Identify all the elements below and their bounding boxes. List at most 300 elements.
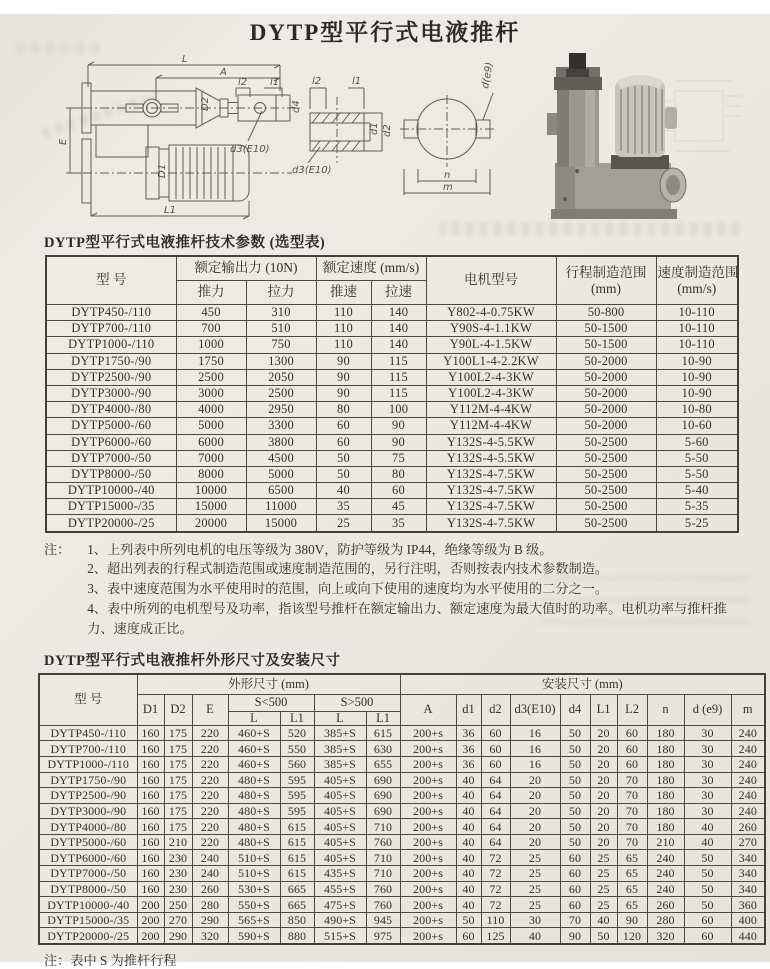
table-row xyxy=(46,385,738,401)
table-cell: 30 xyxy=(684,772,731,788)
table-cell: 340 xyxy=(731,881,765,897)
table-cell: 60 xyxy=(371,483,426,499)
table-cell: 510+S xyxy=(228,850,280,866)
table-cell: DYTP700-/110 xyxy=(39,741,137,757)
table-cell: 20 xyxy=(590,803,617,819)
table-cell: Y802-4-0.75KW xyxy=(426,305,556,321)
table-cell: 30 xyxy=(684,741,731,757)
table-cell: 175 xyxy=(164,772,192,788)
table-cell: 140 xyxy=(371,321,426,337)
table-cell: 710 xyxy=(366,850,400,866)
table-cell: 50 xyxy=(684,866,731,882)
table-cell: 200+s xyxy=(400,897,456,913)
table-cell: 160 xyxy=(137,756,164,772)
table-cell: 2500 xyxy=(246,385,316,401)
table-cell: DYTP8000-/50 xyxy=(46,466,176,482)
table-cell: 750 xyxy=(246,337,316,353)
table-cell: 160 xyxy=(137,788,164,804)
table-cell: 5000 xyxy=(176,418,246,434)
table-cell: 20 xyxy=(510,819,560,835)
table-cell: 10-80 xyxy=(656,402,738,418)
col-header-speed-range xyxy=(656,256,738,305)
section-dim-d2: d2 xyxy=(382,124,393,137)
table-row xyxy=(39,912,765,928)
table-cell: DYTP1000-/110 xyxy=(39,756,137,772)
table-cell: 65 xyxy=(617,881,647,897)
table-cell: 405+S xyxy=(314,803,366,819)
table-cell: 40 xyxy=(456,834,481,850)
table-cell: 240 xyxy=(647,881,684,897)
table-cell: 240 xyxy=(731,741,765,757)
table-cell: 310 xyxy=(246,305,316,321)
table-cell: 70 xyxy=(617,819,647,835)
table-row xyxy=(46,321,738,337)
table-cell: 615 xyxy=(280,819,314,835)
table-cell: 50-2000 xyxy=(556,385,656,401)
table-cell: 7000 xyxy=(176,450,246,466)
dim-header-L1: L1 xyxy=(590,694,617,725)
table-cell: 40 xyxy=(510,928,560,944)
table-cell: 290 xyxy=(192,912,228,928)
table-cell: 320 xyxy=(192,928,228,944)
table-cell: 240 xyxy=(731,803,765,819)
table-cell: 210 xyxy=(647,834,684,850)
table-footnote: 注：表中 S 为推杆行程 xyxy=(44,953,177,969)
table-cell: 690 xyxy=(366,772,400,788)
table-row xyxy=(46,418,738,434)
table-cell: 240 xyxy=(731,788,765,804)
table-cell: 5-60 xyxy=(656,434,738,450)
table-cell: 3000 xyxy=(176,385,246,401)
table-cell: 160 xyxy=(137,866,164,882)
table-cell: 880 xyxy=(280,928,314,944)
table-cell: DYTP3000-/90 xyxy=(46,385,176,401)
table-cell: 90 xyxy=(371,434,426,450)
table-cell: 90 xyxy=(316,385,371,401)
table-cell: 70 xyxy=(617,788,647,804)
table-cell: DYTP450-/110 xyxy=(39,725,137,741)
table-cell: DYTP2500-/90 xyxy=(39,788,137,804)
table-cell: 60 xyxy=(316,418,371,434)
table-cell: 455+S xyxy=(314,881,366,897)
col-header-push-speed: 推速 xyxy=(316,281,371,305)
table-cell: 1750 xyxy=(176,353,246,369)
table-cell: 90 xyxy=(316,353,371,369)
table-cell: DYTP15000-/35 xyxy=(39,912,137,928)
table-cell: 220 xyxy=(192,788,228,804)
table-cell: 760 xyxy=(366,897,400,913)
table-cell: 180 xyxy=(647,803,684,819)
table-cell: 280 xyxy=(192,897,228,913)
table-cell: DYTP700-/110 xyxy=(46,321,176,337)
table-cell: 50-2000 xyxy=(556,353,656,369)
page-title: DYTP型平行式电液推杆 xyxy=(249,20,521,45)
table-cell: 25 xyxy=(510,850,560,866)
table-cell: 50 xyxy=(560,725,590,741)
table-cell: 16 xyxy=(510,725,560,741)
table-cell: 475+S xyxy=(314,897,366,913)
table-cell: 550+S xyxy=(228,897,280,913)
table-cell: 50 xyxy=(316,466,371,482)
table-cell: 240 xyxy=(731,725,765,741)
table-cell: 760 xyxy=(366,834,400,850)
table-cell: 50 xyxy=(456,912,481,928)
table-cell: 690 xyxy=(366,803,400,819)
table-cell: 30 xyxy=(684,725,731,741)
table-cell: 5-35 xyxy=(656,499,738,515)
table-cell: 200+s xyxy=(400,756,456,772)
table-cell: 120 xyxy=(617,928,647,944)
table-cell: 60 xyxy=(560,850,590,866)
dim-header-install-group: 安装尺寸 (mm) xyxy=(400,674,765,695)
table-cell: 115 xyxy=(371,353,426,369)
table-cell: 72 xyxy=(481,881,510,897)
table-cell: 140 xyxy=(371,305,426,321)
table-cell: 40 xyxy=(456,772,481,788)
note-item-2: 2、超出列表的行程式制造范围或速度制造范围的，另行注明，否则按表内技术参数制造。 xyxy=(87,561,609,577)
dim-header-L2: L2 xyxy=(617,694,647,725)
table-row xyxy=(39,897,765,913)
table-cell: 60 xyxy=(617,741,647,757)
table-cell: 530+S xyxy=(228,881,280,897)
table-cell: 200+s xyxy=(400,788,456,804)
table-cell: 405+S xyxy=(314,788,366,804)
table-cell: 200+s xyxy=(400,834,456,850)
table-cell: 25 xyxy=(510,881,560,897)
table-cell: 60 xyxy=(316,434,371,450)
table-cell: 50 xyxy=(684,897,731,913)
table-cell: 20 xyxy=(590,741,617,757)
table-cell: 65 xyxy=(617,897,647,913)
table-cell: 230 xyxy=(164,850,192,866)
table-cell: 60 xyxy=(481,756,510,772)
table-cell: DYTP450-/110 xyxy=(46,305,176,321)
dim-label-D2: D2 xyxy=(200,96,211,111)
table-cell: 80 xyxy=(371,466,426,482)
table-cell: Y132S-4-7.5KW xyxy=(426,499,556,515)
table-cell: 3800 xyxy=(246,434,316,450)
dim-header-d1: d1 xyxy=(456,694,481,725)
table-cell: 260 xyxy=(647,897,684,913)
table-cell: 710 xyxy=(366,866,400,882)
table-cell: 240 xyxy=(731,756,765,772)
table-cell: 50-2000 xyxy=(556,369,656,385)
table-cell: 45 xyxy=(371,499,426,515)
table-cell: 90 xyxy=(617,912,647,928)
table-cell: 40 xyxy=(590,912,617,928)
table-cell: 70 xyxy=(617,803,647,819)
table-row xyxy=(46,337,738,353)
col-header-model: 型 号 xyxy=(46,256,176,305)
table-cell: 175 xyxy=(164,725,192,741)
section-dim-d3: d3(E10) xyxy=(292,165,332,176)
table-cell: Y100L2-4-3KW xyxy=(426,385,556,401)
table-cell: 220 xyxy=(192,834,228,850)
table-row xyxy=(39,756,765,772)
col-header-rated-force: 额定输出力 (10N) xyxy=(176,256,316,281)
table-cell: 50-2000 xyxy=(556,418,656,434)
stroke-range-line1: 行程制造范围 xyxy=(565,264,647,280)
dim-header-E: E xyxy=(192,694,228,725)
note-item-1: 1、上列表中所列电机的电压等级为 380V，防护等级为 IP44，绝缘等级为 B 级。 xyxy=(87,541,553,557)
table-cell: 20 xyxy=(510,834,560,850)
table-cell: 220 xyxy=(192,819,228,835)
spec-table-body xyxy=(46,305,738,532)
figure-row xyxy=(52,51,750,225)
table-cell: 60 xyxy=(617,756,647,772)
table-cell: 65 xyxy=(617,850,647,866)
table-cell: 10-110 xyxy=(656,337,738,353)
table-cell: 50-800 xyxy=(556,305,656,321)
section-dim-d1: d1 xyxy=(369,122,380,135)
table-cell: 630 xyxy=(366,741,400,757)
table-cell: 70 xyxy=(617,834,647,850)
table-cell: 240 xyxy=(647,866,684,882)
table-cell: DYTP1000-/110 xyxy=(46,337,176,353)
table-cell: DYTP1750-/90 xyxy=(46,353,176,369)
table-cell: 480+S xyxy=(228,834,280,850)
table-cell: 175 xyxy=(164,788,192,804)
table-cell: 230 xyxy=(164,866,192,882)
dim-header-d-e9: d (e9) xyxy=(684,694,731,725)
table-cell: 4000 xyxy=(176,402,246,418)
dim-label-L1: L1 xyxy=(164,205,176,216)
table-cell: 200+s xyxy=(400,912,456,928)
table-cell: DYTP1750-/90 xyxy=(39,772,137,788)
table-cell: 20 xyxy=(590,725,617,741)
table-cell: 700 xyxy=(176,321,246,337)
table-cell: 10-60 xyxy=(656,418,738,434)
table-row xyxy=(46,499,738,515)
table-cell: 60 xyxy=(456,928,481,944)
table-cell: 595 xyxy=(280,788,314,804)
table-cell: 64 xyxy=(481,772,510,788)
table-cell: 90 xyxy=(371,418,426,434)
notes-label: 注： xyxy=(44,541,71,557)
table-row xyxy=(46,369,738,385)
table-cell: 15000 xyxy=(176,499,246,515)
table-cell: 25 xyxy=(590,897,617,913)
dim-label-d4: d4 xyxy=(291,100,302,113)
table-row xyxy=(46,483,738,499)
table-cell: 50-2500 xyxy=(556,499,656,515)
table-cell: 110 xyxy=(316,321,371,337)
table-cell: 60 xyxy=(560,897,590,913)
table-cell: 435+S xyxy=(314,866,366,882)
table-cell: 50-2500 xyxy=(556,515,656,532)
dim-label-E: E xyxy=(58,138,69,145)
col-header-motor: 电机型号 xyxy=(426,256,556,305)
spec-table xyxy=(45,255,739,533)
table-cell: 72 xyxy=(481,850,510,866)
table-cell: 520 xyxy=(280,725,314,741)
table-cell: 180 xyxy=(647,772,684,788)
dim-label-L: L xyxy=(182,54,188,65)
table-cell: 6500 xyxy=(246,483,316,499)
table-cell: 50 xyxy=(684,850,731,866)
table-cell: 50 xyxy=(560,834,590,850)
table-cell: 5-25 xyxy=(656,515,738,532)
table-cell: 480+S xyxy=(228,803,280,819)
table-cell: 36 xyxy=(456,741,481,757)
table-cell: 20 xyxy=(510,772,560,788)
table-cell: 180 xyxy=(647,725,684,741)
table-cell: 160 xyxy=(137,881,164,897)
table-cell: 60 xyxy=(481,741,510,757)
table-cell: Y112M-4-4KW xyxy=(426,402,556,418)
table-cell: 16 xyxy=(510,756,560,772)
table-cell: 240 xyxy=(647,850,684,866)
table-cell: 565+S xyxy=(228,912,280,928)
table-cell: 550 xyxy=(280,741,314,757)
col-header-stroke-range xyxy=(556,256,656,305)
table-cell: 30 xyxy=(510,912,560,928)
table-cell: 200+s xyxy=(400,819,456,835)
table-cell: 50 xyxy=(560,756,590,772)
table-cell: 5-50 xyxy=(656,466,738,482)
table-cell: 220 xyxy=(192,803,228,819)
table-cell: 40 xyxy=(316,483,371,499)
table-cell: 64 xyxy=(481,803,510,819)
dim-subheader-L: L xyxy=(314,711,366,725)
table-cell: 20 xyxy=(590,772,617,788)
table-cell: 30 xyxy=(684,788,731,804)
dim-label-D1: D1 xyxy=(157,163,168,178)
table-cell: 90 xyxy=(560,928,590,944)
table-cell: 180 xyxy=(647,741,684,757)
table-cell: 50-1500 xyxy=(556,337,656,353)
table-cell: 615 xyxy=(280,834,314,850)
table-row xyxy=(39,928,765,944)
table-cell: 20 xyxy=(590,756,617,772)
table-cell: 50 xyxy=(560,788,590,804)
table-cell: 50-2500 xyxy=(556,483,656,499)
table-cell: 460+S xyxy=(228,756,280,772)
table-cell: 340 xyxy=(731,866,765,882)
table-cell: 50-2000 xyxy=(556,402,656,418)
table-cell: 72 xyxy=(481,866,510,882)
table-cell: 110 xyxy=(481,912,510,928)
table-cell: 75 xyxy=(371,450,426,466)
table-row xyxy=(39,819,765,835)
table-cell: 20 xyxy=(510,788,560,804)
table-cell: 760 xyxy=(366,881,400,897)
speed-range-line2: (mm/s) xyxy=(677,280,717,296)
table-cell: 320 xyxy=(647,928,684,944)
table-cell: 64 xyxy=(481,788,510,804)
table-cell: 385+S xyxy=(314,756,366,772)
table-cell: 65 xyxy=(617,866,647,882)
table-cell: 220 xyxy=(192,725,228,741)
table-cell: 50-2500 xyxy=(556,466,656,482)
table-cell: 480+S xyxy=(228,772,280,788)
table-row xyxy=(46,515,738,532)
table-cell: 290 xyxy=(164,928,192,944)
table-cell: 595 xyxy=(280,772,314,788)
table-cell: 110 xyxy=(316,337,371,353)
table-cell: 200+s xyxy=(400,928,456,944)
table-cell: 36 xyxy=(456,756,481,772)
table-cell: DYTP2500-/90 xyxy=(46,369,176,385)
dim-label-d3: d3(E10) xyxy=(230,144,270,155)
table-cell: 50 xyxy=(560,819,590,835)
table-cell: 70 xyxy=(560,912,590,928)
table-cell: 180 xyxy=(647,819,684,835)
table-cell: 50-2500 xyxy=(556,450,656,466)
table-cell: Y132S-4-5.5KW xyxy=(426,450,556,466)
table-cell: DYTP7000-/50 xyxy=(46,450,176,466)
table-cell: 200+s xyxy=(400,866,456,882)
table-cell: DYTP4000-/80 xyxy=(46,402,176,418)
table-cell: 40 xyxy=(456,866,481,882)
table-cell: 175 xyxy=(164,819,192,835)
table-cell: 110 xyxy=(316,305,371,321)
table-cell: 975 xyxy=(366,928,400,944)
table-cell: 160 xyxy=(137,819,164,835)
table-cell: 25 xyxy=(590,881,617,897)
table-cell: DYTP5000-/60 xyxy=(39,834,137,850)
table-cell: 11000 xyxy=(246,499,316,515)
table-cell: 510+S xyxy=(228,866,280,882)
table-cell: 25 xyxy=(590,850,617,866)
table-row xyxy=(39,866,765,882)
table-cell: 36 xyxy=(456,725,481,741)
table-row xyxy=(39,850,765,866)
table-cell: DYTP10000-/40 xyxy=(39,897,137,913)
table-cell: 480+S xyxy=(228,819,280,835)
table-cell: 440 xyxy=(731,928,765,944)
table-cell: DYTP5000-/60 xyxy=(46,418,176,434)
table-cell: 40 xyxy=(456,850,481,866)
table-cell: 665 xyxy=(280,897,314,913)
dim-subheader-L1: L1 xyxy=(366,711,400,725)
table-cell: 160 xyxy=(137,772,164,788)
table-cell: 50-1500 xyxy=(556,321,656,337)
table-cell: 385+S xyxy=(314,725,366,741)
table-cell: 260 xyxy=(192,881,228,897)
table-cell: 60 xyxy=(560,866,590,882)
table-cell: 50 xyxy=(684,881,731,897)
dim-subheader-L: L xyxy=(228,711,280,725)
table-cell: 20 xyxy=(590,834,617,850)
col-header-pull-speed: 拉速 xyxy=(371,281,426,305)
table-cell: 4500 xyxy=(246,450,316,466)
dim-header-m: m xyxy=(731,694,765,725)
table-cell: 40 xyxy=(684,834,731,850)
table-cell: 180 xyxy=(647,788,684,804)
table-cell: 40 xyxy=(456,819,481,835)
table-cell: 115 xyxy=(371,369,426,385)
table-cell: 260 xyxy=(731,819,765,835)
table-cell: 240 xyxy=(192,850,228,866)
table-cell: 50 xyxy=(560,803,590,819)
table-cell: 140 xyxy=(371,337,426,353)
table-cell: 5-50 xyxy=(656,450,738,466)
table-cell: 385+S xyxy=(314,741,366,757)
dim-label-A: A xyxy=(220,67,227,78)
table-cell: 80 xyxy=(316,402,371,418)
note-item-3: 3、表中速度范围为水平使用时的范围，向上或向下使用的速度均为水平使用的二分之一。 xyxy=(87,581,609,597)
table-cell: 100 xyxy=(371,402,426,418)
table-row xyxy=(46,402,738,418)
table-cell: 200+s xyxy=(400,725,456,741)
dim-header-s-lt-500: S<500 xyxy=(228,694,314,711)
technical-drawing xyxy=(52,51,507,225)
dim-header-d3: d3(E10) xyxy=(510,694,560,725)
col-header-pull-force: 拉力 xyxy=(246,281,316,305)
table-cell: 280 xyxy=(647,912,684,928)
table-cell: 490+S xyxy=(314,912,366,928)
